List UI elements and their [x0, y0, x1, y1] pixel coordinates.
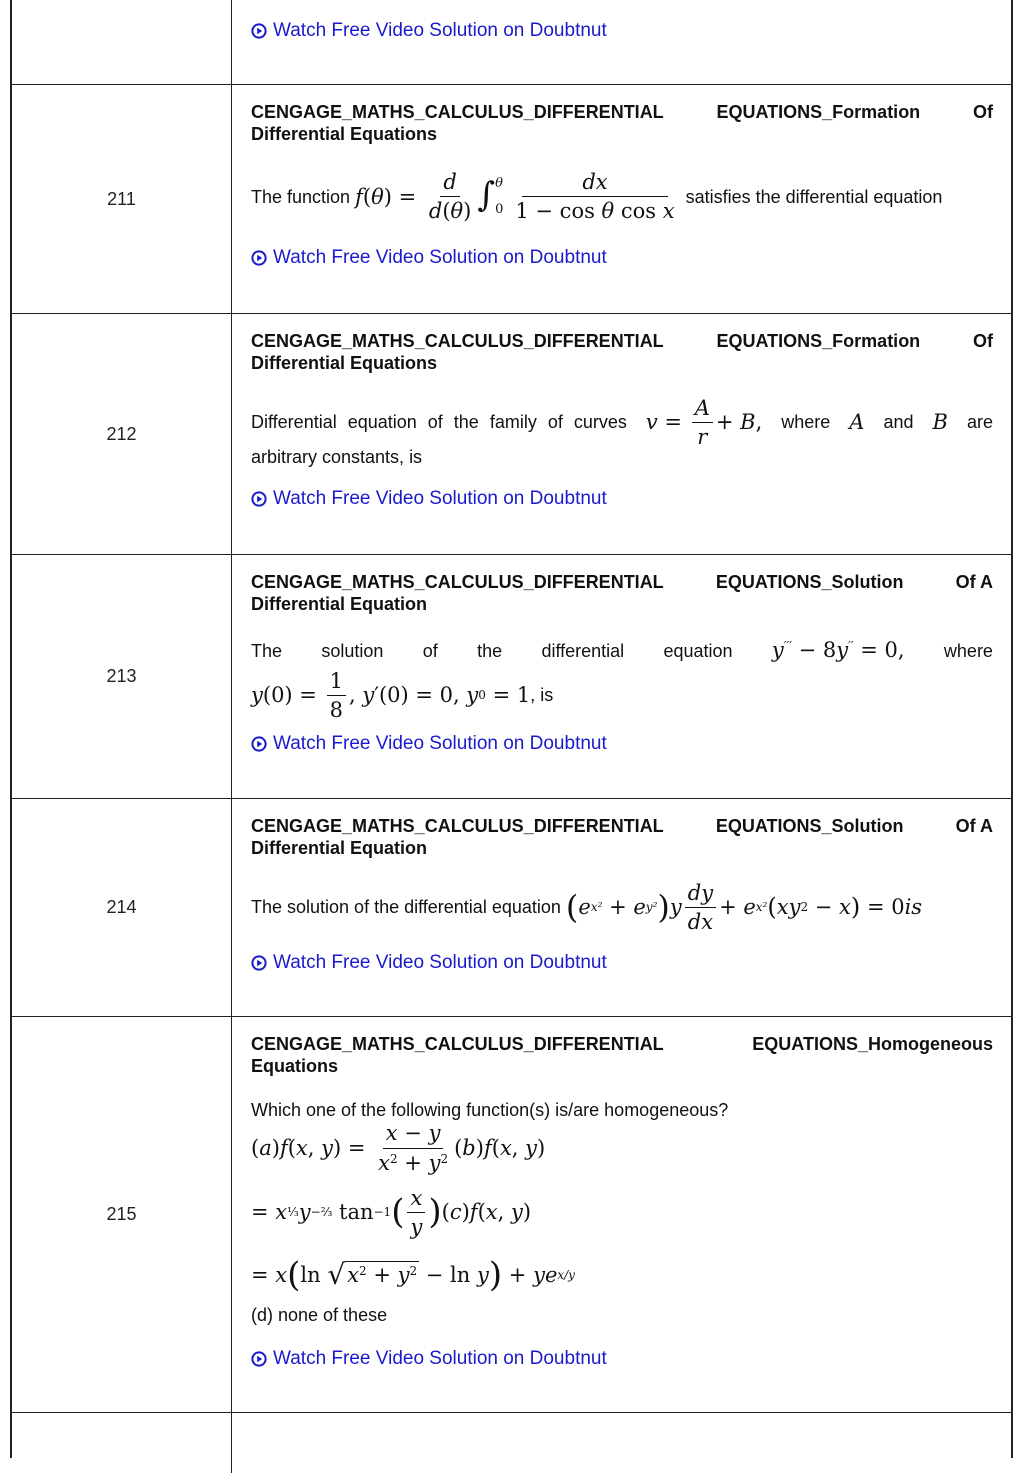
watch-video-link[interactable] — [251, 733, 607, 755]
watch-video-label: Watch Free Video Solution on Doubtnut — [273, 733, 607, 754]
question-text: Differential equation of the family of curves v = $\frac{A}{r}$ + B , where A and B are — [251, 395, 993, 449]
topic-heading: CENGAGE_MATHS_CALCULUS_DIFFERENTIAL EQUATIONS_Solution Of A Differential Equation — [251, 816, 993, 858]
question-cell — [232, 799, 1011, 1016]
table-row — [12, 1413, 1011, 1473]
play-circle-icon — [251, 955, 267, 971]
topic-heading: CENGAGE_MATHS_CALCULUS_DIFFERENTIAL EQUATIONS_Homogeneous Equations — [251, 1034, 993, 1076]
question-text: The solution of the differential equation ( e x² + e y² ) y $\frac{dy}{dx}$ + e x² ( xy 2 − x ) = 0 is — [251, 880, 923, 934]
watch-video-label: Watch Free Video Solution on Doubtnut — [273, 952, 607, 973]
topic-heading: CENGAGE_MATHS_CALCULUS_DIFFERENTIAL EQUATIONS_Solution Of A Differential Equation — [251, 572, 993, 614]
question-cell — [232, 314, 1011, 554]
watch-video-label: Watch Free Video Solution on Doubtnut — [273, 20, 607, 41]
table-row — [12, 799, 1011, 1017]
table-row — [12, 85, 1011, 314]
table-row — [12, 0, 1011, 85]
table-row — [12, 555, 1011, 799]
option-c-continued: = x ( ln √ $x^2 + y^2$ − ln y ) + ye x/y — [251, 1255, 575, 1295]
topic-heading: CENGAGE_MATHS_CALCULUS_DIFFERENTIAL EQUATIONS_Formation Of Differential Equations — [251, 331, 993, 373]
watch-video-link[interactable] — [251, 488, 607, 510]
question-table — [10, 0, 1013, 1458]
option-a: ( a ) f ( x , y ) = $\frac{x - y}{x^2 + y^2}$ ( b ) f ( x , y ) — [251, 1120, 546, 1175]
question-cell — [232, 1413, 1011, 1473]
question-cell — [232, 85, 1011, 313]
question-text-line2: arbitrary constants, is — [251, 447, 423, 467]
question-cell — [232, 0, 1011, 84]
question-cell — [232, 1017, 1011, 1412]
question-text-line2: y (0) = $\frac{1}{8}$ , y ′(0) = 0, y 0 = 1 , is — [251, 668, 554, 722]
watch-video-label: Watch Free Video Solution on Doubtnut — [273, 1348, 607, 1369]
table-row — [12, 1017, 1011, 1413]
watch-video-link[interactable] — [251, 1348, 607, 1370]
question-number: 212 — [12, 314, 232, 554]
question-number: 211 — [12, 85, 232, 313]
topic-heading: CENGAGE_MATHS_CALCULUS_DIFFERENTIAL EQUATIONS_Formation Of Differential Equations — [251, 102, 993, 144]
question-cell — [232, 555, 1011, 798]
question-text: The function f ( θ ) = $\frac{d}{d(\theta)}$ ∫ θ 0 $\frac{dx}{\text{1 − cos θ cos x}}$ satisfies the differential equation — [251, 170, 943, 223]
watch-video-link[interactable] — [251, 247, 607, 269]
play-circle-icon — [251, 250, 267, 266]
option-d: (d) none of these — [251, 1305, 388, 1325]
question-number: 215 — [12, 1017, 232, 1412]
question-number-cell — [12, 0, 232, 84]
watch-video-link[interactable] — [251, 20, 607, 42]
question-number: 214 — [12, 799, 232, 1016]
play-circle-icon — [251, 491, 267, 507]
option-b-continued: = x ⅓ y −⅔ tan −1 ( $\frac{x}{y}$ ) ( c ) f ( x , y ) — [251, 1185, 532, 1239]
play-circle-icon — [251, 736, 267, 752]
question-number-cell — [12, 1413, 232, 1473]
watch-video-link[interactable] — [251, 952, 607, 974]
question-text: Which one of the following function(s) is/are homogeneous? — [251, 1100, 729, 1120]
watch-video-label: Watch Free Video Solution on Doubtnut — [273, 488, 607, 509]
play-circle-icon — [251, 1351, 267, 1367]
question-text: The solution of the differential equation y′′′ − 8y′′ = 0, where — [251, 638, 993, 662]
table-row — [12, 314, 1011, 555]
watch-video-label: Watch Free Video Solution on Doubtnut — [273, 247, 607, 268]
question-number: 213 — [12, 555, 232, 798]
play-circle-icon — [251, 23, 267, 39]
